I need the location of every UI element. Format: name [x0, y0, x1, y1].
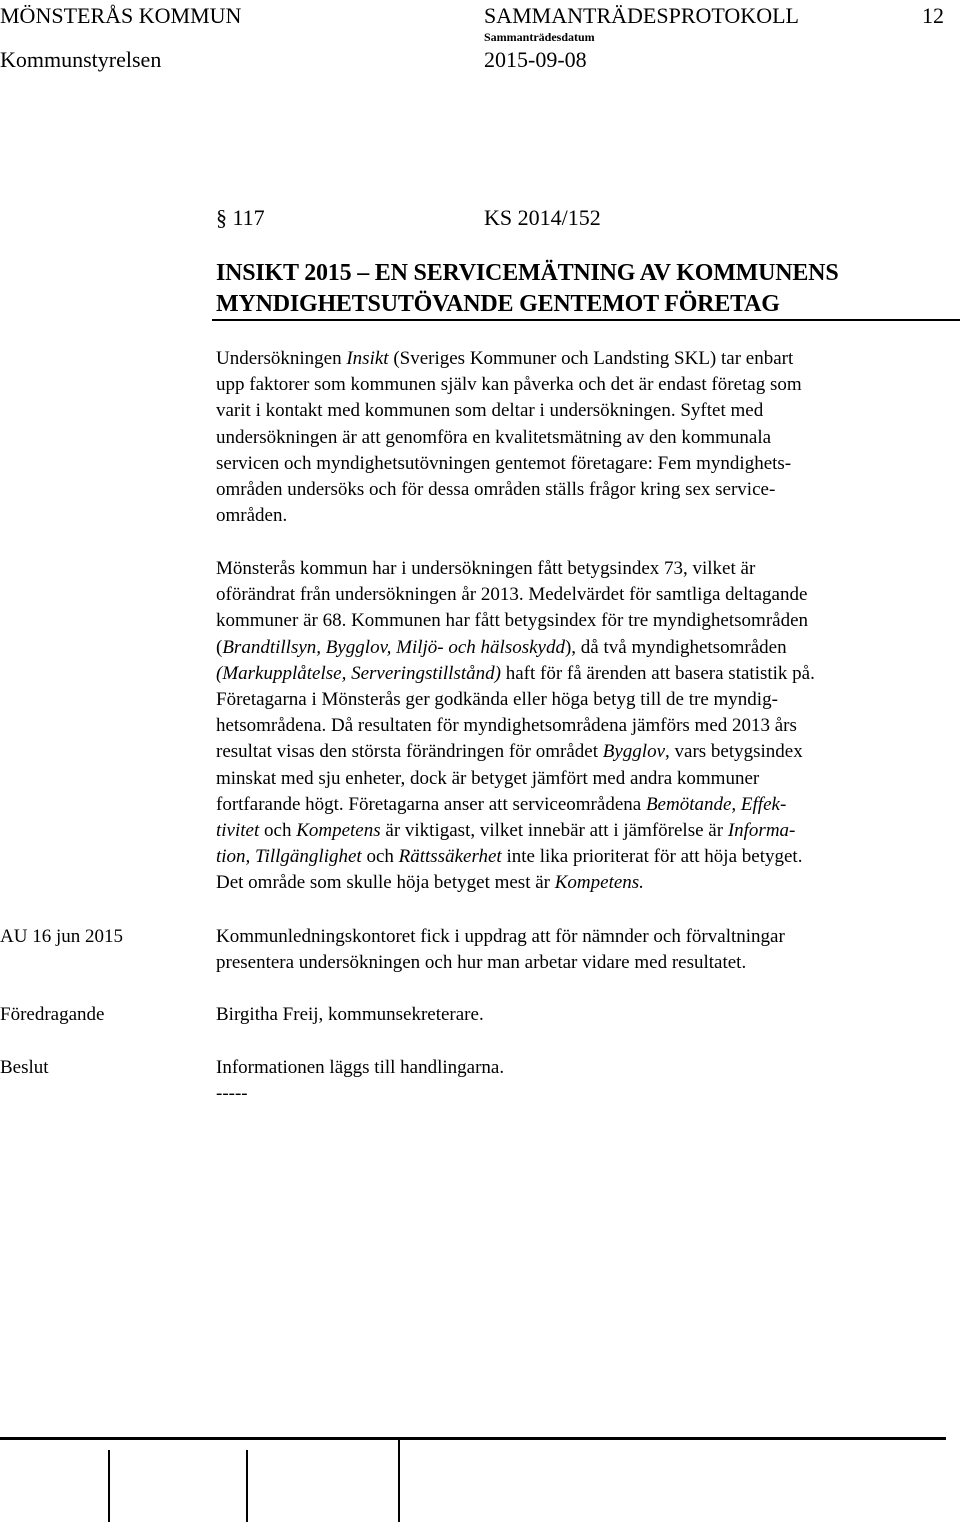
au-label: AU 16 jun 2015: [0, 926, 123, 947]
section-case-number: KS 2014/152: [484, 205, 601, 230]
signature-box-divider-1: [108, 1450, 110, 1522]
foredragande-value: Birgitha Freij, kommunsekreterare.: [216, 1004, 484, 1025]
signature-box-divider-2: [246, 1450, 248, 1522]
signature-box-divider-3: [398, 1440, 400, 1522]
paragraph-results: Mönsterås kommun har i undersökningen fått betygsindex 73, vilket är oförändrat från undersökningen år 2013. Medelvärdet för samtliga deltagande kommuner är 68. Kommunen har fått betygsindex för tre myndighetsområden (Brandtillsyn, Bygglov, Miljö- och hälsoskydd), då två myndighetsområden (Markupplåtelse, Serveringstillstånd) haft för få ärenden att basera statistik på. Företagarna i Mönsterås ger godkända eller höga betyg till de tre myndig- hetsområdena. Då resultaten för myndighetsområdena jämförs med 2013 års resultat visas den största förändringen för området Bygglov, vars betygsindex minskat med sju enheter, dock är betyget jämfört med andra kommuner fortfarande högt. Företagarna anser att serviceområdena Bemötande, Effek- tivitet och Kompetens är viktigast, vilket innebär att i jämförelse är Informa- tion, Tillgänglighet och Rättssäkerhet inte lika prioriterat för att höja betyget. Det område som skulle höja betyget mest är Kompetens.: [216, 558, 815, 894]
section-title-line-1: INSIKT 2015 – EN SERVICEMÄTNING AV KOMMUNENS: [216, 260, 839, 286]
header-board: Kommunstyrelsen: [0, 47, 162, 72]
header-date: 2015-09-08: [484, 47, 587, 72]
beslut-value: Informationen läggs till handlingarna.: [216, 1057, 505, 1078]
paragraph-intro: Undersökningen Insikt (Sveriges Kommuner och Landsting SKL) tar enbart upp faktorer som kommunen själv kan påverka och det är endast företag som varit i kontakt med kommunen som deltar i undersökningen. Syftet med undersökningen är att genomföra en kvalitetsmätning av den kommunala servicen och myndighetsutövningen gentemot företagare: Fem myndighets- områden undersöks och för dessa områden ställs frågor kring sex service- områden.: [216, 348, 802, 527]
section-paragraph-number: § 117: [216, 205, 265, 230]
header-municipality: MÖNSTERÅS KOMMUN: [0, 3, 242, 28]
header-date-label: Sammanträdesdatum: [484, 30, 595, 44]
foredragande-label: Föredragande: [0, 1004, 105, 1025]
header-protocol-title: SAMMANTRÄDESPROTOKOLL: [484, 3, 799, 28]
section-title-line-2: MYNDIGHETSUTÖVANDE GENTEMOT FÖRETAG: [216, 291, 780, 317]
end-marker: -----: [216, 1083, 248, 1104]
header-page-number: 12: [922, 3, 944, 28]
beslut-label: Beslut: [0, 1057, 49, 1078]
signature-box-top-line: [0, 1437, 946, 1440]
title-underline: [212, 319, 960, 321]
au-text: Kommunledningskontoret fick i uppdrag att för nämnder och förvaltningar presentera undersökningen och hur man arbetar vidare med resultatet.: [216, 926, 785, 974]
